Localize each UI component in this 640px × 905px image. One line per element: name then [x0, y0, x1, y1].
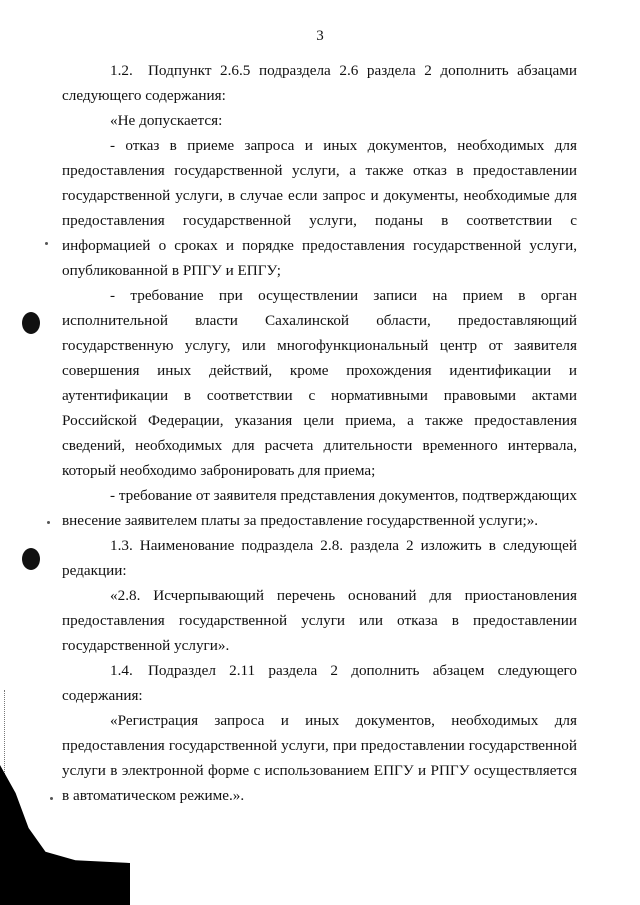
paragraph-1-2: 1.2. Подпункт 2.6.5 подраздела 2.6 раздела 2 дополнить абзацами следующего содержания:: [62, 62, 577, 104]
paragraph-1-3: 1.3. Наименование подраздела 2.8. раздела 2 изложить в следующей редакции:: [62, 537, 577, 579]
paragraph-appointment-item: - требование при осуществлении записи на прием в орган исполнительной власти Сахалинской области, предоставляющий государственную услугу, или многофункциональный центр от заявителя совершения иных действий, кроме прохождения идентификации и аутентификации в соответствии с нормативными правовыми актами Российской Федерации, указания цели приема, а также предоставления сведений, необходимых для расчета длительности временного интервала, который необходимо забронировать для приема;: [62, 287, 577, 479]
paragraph-registration: «Регистрация запроса и иных документов, необходимых для предоставления государственной услуги, при предоставлении государственной услуги в электронной форме с использованием ЕПГУ и РПГУ осуществляется в автоматическом режиме.».: [62, 712, 577, 804]
scan-speck: [45, 242, 48, 245]
punch-hole: [22, 312, 40, 334]
paragraph-payment-item: - требование от заявителя представления документов, подтверждающих внесение заявителем платы за предоставление государственной услуги;».: [62, 487, 577, 529]
document-body: [62, 58, 577, 808]
page-number: 3: [316, 28, 324, 44]
scan-speck: [50, 797, 53, 800]
paragraph-refusal-item: - отказ в приеме запроса и иных документов, необходимых для предоставления государственной услуги, а также отказ в предоставлении государственной услуги, в случае если запрос и документы, необходимые для предоставления государственной услуги, поданы в соответствии с информацией о сроках и порядке предоставления государственной услуги, опубликованной в РПГУ и ЕПГУ;: [62, 137, 577, 279]
paragraph-2-8: «2.8. Исчерпывающий перечень оснований для приостановления предоставления государственной услуги или отказа в предоставлении государственной услуги».: [62, 587, 577, 654]
paragraph-not-allowed-heading: «Не допускается:: [110, 112, 223, 129]
scan-speck: [47, 521, 50, 524]
punch-hole: [22, 548, 40, 570]
paragraph-1-4: 1.4. Подраздел 2.11 раздела 2 дополнить абзацем следующего содержания:: [62, 662, 577, 704]
